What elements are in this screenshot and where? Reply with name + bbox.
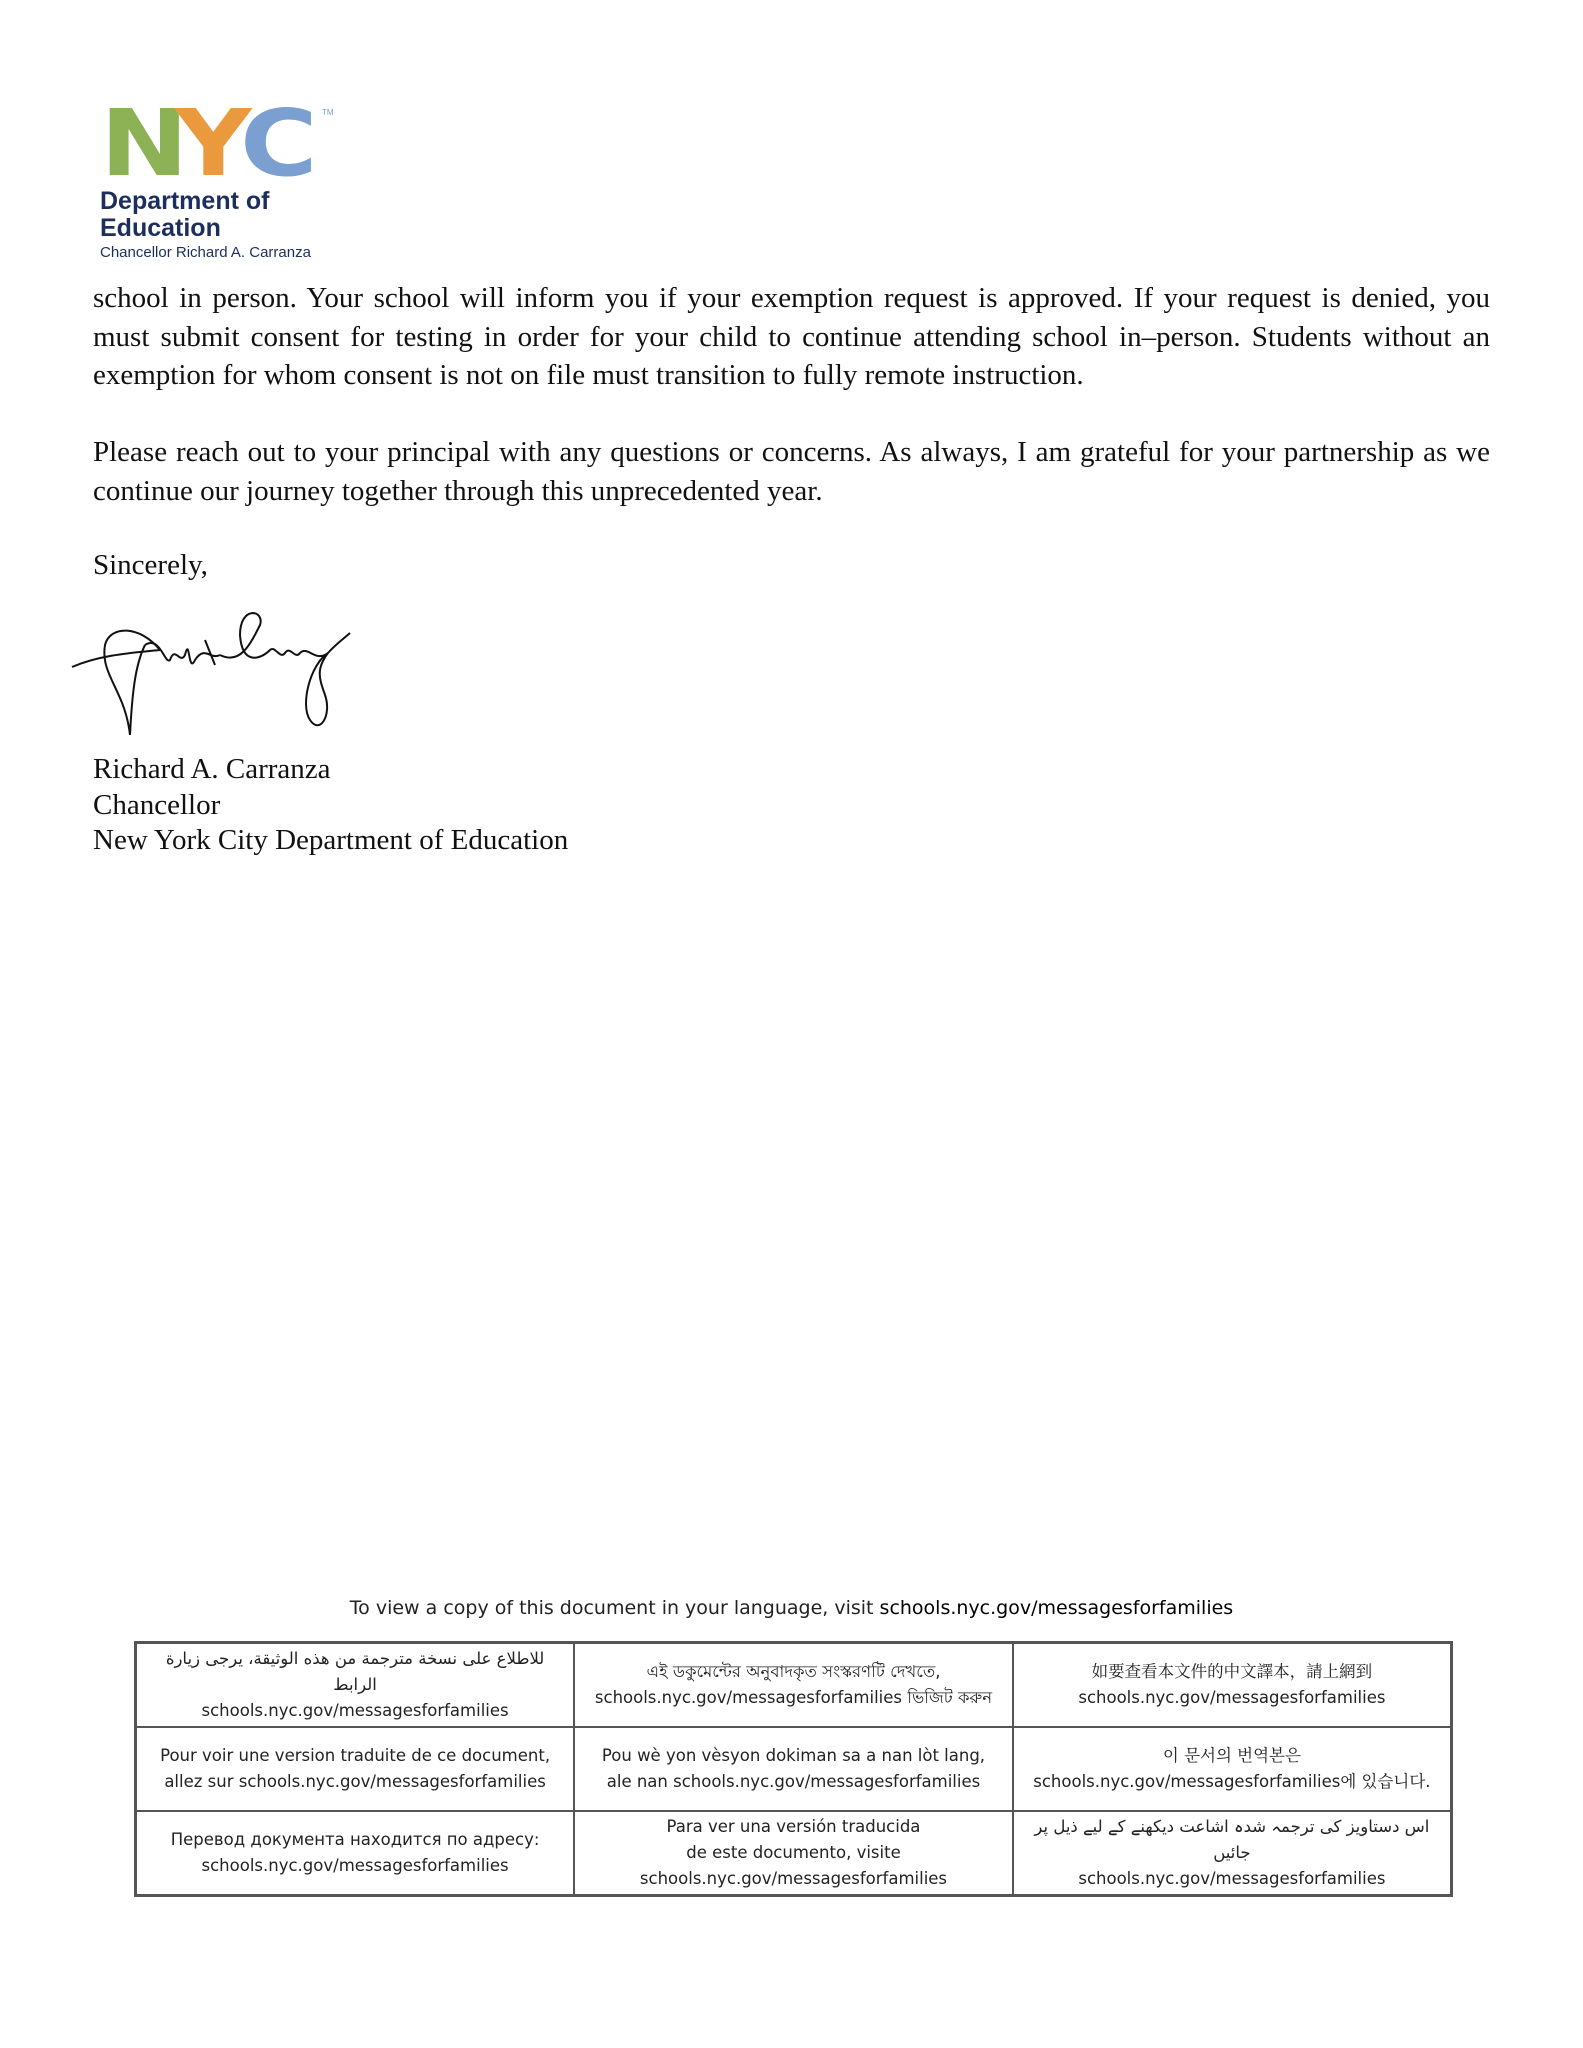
cell-line: اس دستاویز کی ترجمہ شدہ اشاعت دیکھنے کے لیے ذیل پر جائیں	[1034, 1817, 1430, 1862]
nyc-wordmark	[100, 90, 360, 197]
cell-link[interactable]: schools.nyc.gov/messagesforfamilies ভিজিট করুন	[594, 1688, 993, 1707]
cell-link[interactable]: schools.nyc.gov/messagesforfamilies	[201, 1701, 509, 1720]
cell-line: Pour voir une version traduite de ce document,	[160, 1746, 551, 1765]
cell-line: de este documento, visite	[686, 1843, 901, 1862]
cell-line: Pou wè yon vèsyon dokiman sa a nan lòt lang,	[601, 1746, 986, 1765]
cell-line: Перевод документа находится по адресу:	[170, 1830, 540, 1849]
logo-letter-n: N	[100, 90, 184, 197]
table-row	[136, 1643, 1452, 1728]
signer-title: Chancellor	[93, 788, 221, 821]
cell-link[interactable]: schools.nyc.gov/messagesforfamilies	[639, 1869, 948, 1888]
table-cell-chinese	[1013, 1643, 1452, 1728]
logo-letter-c: C	[239, 90, 313, 197]
logo-line-2: Education	[100, 214, 221, 242]
logo-letter-y: Y	[175, 90, 248, 197]
table-cell-urdu	[1013, 1811, 1452, 1896]
table-cell-french	[136, 1727, 575, 1811]
cell-link[interactable]: schools.nyc.gov/messagesforfamilies에 있습니다.	[1033, 1772, 1431, 1791]
paragraph: school in person. Your school will inform you if your exemption request is approved. If your request is denied, you must submit consent for testing in order for your child to continue attending school in–person. Students without an exemption for whom consent is not on file must transition to fully remote instruction.	[93, 282, 1490, 391]
table-row	[136, 1811, 1452, 1896]
table-cell-haitian	[574, 1727, 1013, 1811]
translation-notice-text: To view a copy of this document in your language, visit	[349, 1597, 880, 1619]
closing: Sincerely,	[93, 549, 208, 581]
cell-link[interactable]: schools.nyc.gov/messagesforfamilies	[1078, 1869, 1386, 1888]
letter-body-2	[93, 433, 1490, 510]
translation-link[interactable]: schools.nyc.gov/messagesforfamilies	[879, 1597, 1234, 1619]
table-cell-spanish	[574, 1811, 1013, 1896]
signer-org: New York City Department of Education	[93, 824, 569, 856]
table-row	[136, 1727, 1452, 1811]
logo-chancellor: Chancellor Richard A. Carranza	[100, 244, 311, 261]
cell-link[interactable]: allez sur schools.nyc.gov/messagesforfamilies	[164, 1772, 546, 1791]
signer-block	[93, 752, 568, 859]
cell-line: এই ডকুমেন্টের অনুবাদকৃত সংস্করণটি দেখতে,	[646, 1662, 941, 1681]
nyc-doe-logo	[100, 90, 360, 261]
trademark: TM	[322, 108, 334, 117]
cell-line: 如要查看本文件的中文譯本，請上網到	[1091, 1662, 1373, 1681]
table-cell-russian	[136, 1811, 575, 1896]
paragraph: Please reach out to your principal with any questions or concerns. As always, I am grateful for your partnership as we continue our journey together through this unprecedented year.	[93, 436, 1490, 507]
cell-link[interactable]: schools.nyc.gov/messagesforfamilies	[201, 1856, 509, 1875]
signature	[70, 605, 370, 745]
table-cell-bengali	[574, 1643, 1013, 1728]
signer-name: Richard A. Carranza	[93, 753, 331, 785]
cell-link[interactable]: schools.nyc.gov/messagesforfamilies	[1078, 1688, 1386, 1707]
cell-link[interactable]: ale nan schools.nyc.gov/messagesforfamilies	[606, 1772, 981, 1791]
letter-body	[93, 279, 1490, 395]
cell-line: للاطلاع على نسخة مترجمة من هذه الوثيقة، يرجى زيارة الرابط	[165, 1649, 545, 1694]
cell-line: Para ver una versión traducida	[666, 1817, 921, 1836]
translation-notice	[0, 1597, 1583, 1619]
logo-line-1: Department of	[100, 187, 270, 215]
table-cell-arabic	[136, 1643, 575, 1728]
translation-table	[134, 1641, 1453, 1897]
table-cell-korean	[1013, 1727, 1452, 1811]
cell-line: 이 문서의 번역본은	[1162, 1746, 1301, 1765]
